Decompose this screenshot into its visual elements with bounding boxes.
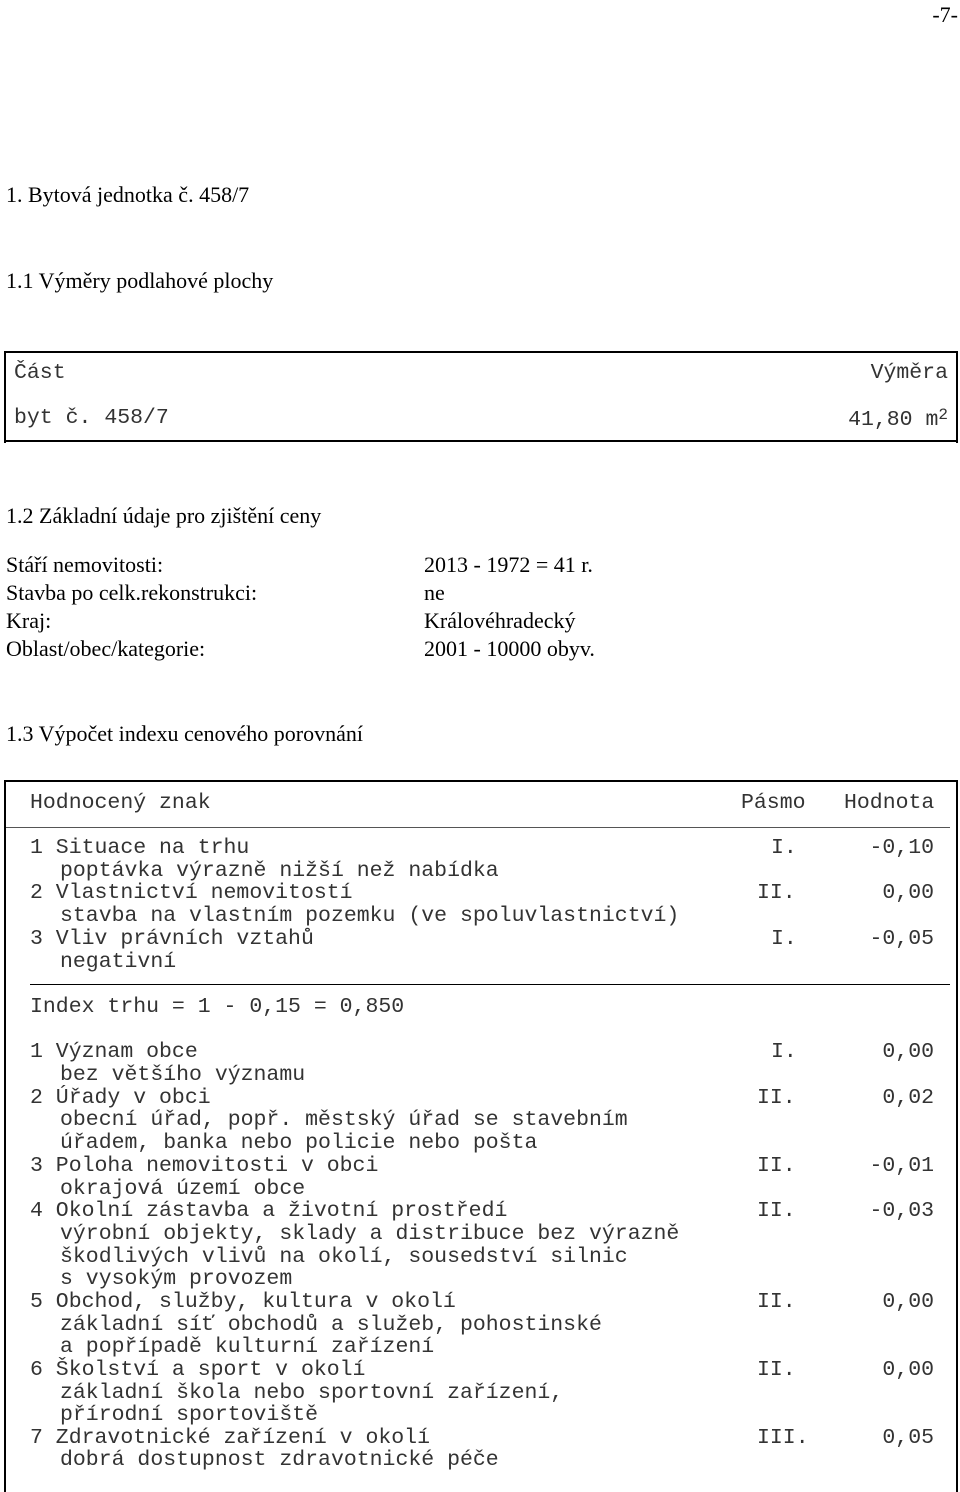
location-row-4-desc-1: výrobní objekty, sklady a distribuce bez výrazně [60,1222,680,1246]
location-row-5-desc-1: základní síť obchodů a služeb, pohostinské [60,1313,602,1337]
location-row-3-title: 3 Poloha nemovitosti v obci [30,1154,379,1178]
location-row-7-value: 0,05 [882,1426,934,1450]
location-row-5-zone: II. [757,1290,796,1314]
location-row-2-zone: II. [757,1086,796,1110]
location-row-3-value: -0,01 [869,1154,934,1178]
area-table-bottom-border [4,440,958,442]
location-row-4-zone: II. [757,1199,796,1223]
market-row-3-zone: I. [771,927,797,951]
area-unit-superscript: 2 [938,406,948,424]
index-col-value: Hodnota [844,791,935,815]
index-col-sign: Hodnocený znak [30,791,211,815]
location-row-2-title: 2 Úřady v obci [30,1086,211,1110]
location-row-2-desc-2: úřadem, banka nebo policie nebo pošta [60,1131,538,1155]
area-col-area: Výměra [870,361,948,385]
market-row-3-value: -0,05 [869,927,934,951]
location-row-1-title: 1 Význam obce [30,1040,198,1064]
location-row-5-value: 0,00 [882,1290,934,1314]
location-row-1-desc: bez většího významu [60,1063,306,1087]
basic-value-region: Královéhradecký [424,608,576,633]
location-row-2-desc-1: obecní úřad, popř. městský úřad se stavebním [60,1108,628,1132]
location-row-6-title: 6 Školství a sport v okolí [30,1358,366,1382]
index-col-zone: Pásmo [741,791,806,815]
market-row-1-value: -0,10 [869,836,934,860]
location-row-6-desc-1: základní škola nebo sportovní zařízení, [60,1381,564,1405]
basic-value-area: 2001 - 10000 obyv. [424,636,595,661]
location-row-4-desc-3: s vysokým provozem [60,1267,293,1291]
location-row-6-zone: II. [757,1358,796,1382]
market-row-2-value: 0,00 [882,881,934,905]
market-row-2-desc: stavba na vlastním pozemku (ve spoluvlastnictví) [60,904,680,928]
market-index-divider [30,984,950,985]
basic-label-area: Oblast/obec/kategorie: [6,636,206,661]
market-row-1-title: 1 Situace na trhu [30,836,250,860]
market-index: Index trhu = 1 - 0,15 = 0,850 [30,995,405,1019]
area-row-part: byt č. 458/7 [14,406,169,430]
location-row-3-desc: okrajová území obce [60,1177,306,1201]
location-row-4-desc-2: škodlivých vlivů na okolí, sousedství silnic [60,1245,628,1269]
location-row-3-zone: II. [757,1154,796,1178]
market-row-1-desc: poptávka výrazně nižší než nabídka [60,859,499,883]
page-number: -7- [932,2,958,27]
basic-label-reconstruction: Stavba po celk.rekonstrukci: [6,580,258,605]
basic-label-region: Kraj: [6,608,52,633]
location-row-4-value: -0,03 [869,1199,934,1223]
market-row-2-title: 2 Vlastnictví nemovitostí [30,881,353,905]
market-row-3-title: 3 Vliv právních vztahů [30,927,314,951]
section-1-title: 1. Bytová jednotka č. 458/7 [6,182,250,207]
section-1-2-title: 1.2 Základní údaje pro zjištění ceny [6,503,322,528]
location-row-5-title: 5 Obchod, služby, kultura v okolí [30,1290,456,1314]
location-row-7-zone: III. [757,1426,809,1450]
location-row-6-desc-2: přírodní sportoviště [60,1403,319,1427]
market-row-3-desc: negativní [60,950,177,974]
location-row-1-value: 0,00 [882,1040,934,1064]
market-row-1-zone: I. [771,836,797,860]
index-header-divider [6,827,950,828]
location-row-7-desc: dobrá dostupnost zdravotnické péče [60,1448,499,1472]
location-row-7-title: 7 Zdravotnické zařízení v okolí [30,1426,430,1450]
section-1-1-title: 1.1 Výměry podlahové plochy [6,268,274,293]
location-row-6-value: 0,00 [882,1358,934,1382]
location-row-1-zone: I. [771,1040,797,1064]
area-row-area: 41,80 $m^2$ [848,406,948,432]
location-row-5-desc-2: a popřípadě kulturní zařízení [60,1335,435,1359]
location-row-2-value: 0,02 [882,1086,934,1110]
basic-value-reconstruction: ne [424,580,445,605]
basic-value-age: 2013 - 1972 = 41 r. [424,552,593,577]
location-row-4-title: 4 Okolní zástavba a životní prostředí [30,1199,508,1223]
area-col-part: Část [14,361,66,385]
basic-label-age: Stáří nemovitosti: [6,552,164,577]
section-1-3-title: 1.3 Výpočet indexu cenového porovnání [6,721,364,746]
market-row-2-zone: II. [757,881,796,905]
